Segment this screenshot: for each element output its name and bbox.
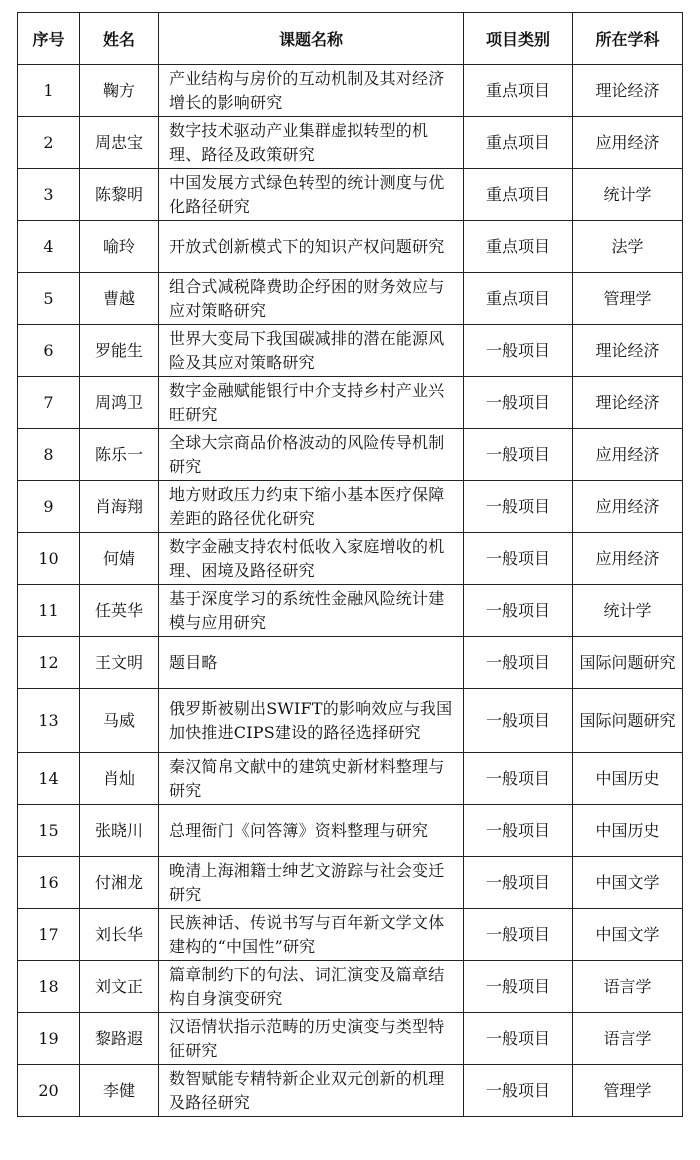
cell-serial-number: 16: [18, 857, 80, 909]
cell-discipline: 法学: [573, 221, 683, 273]
cell-serial-number: 10: [18, 533, 80, 585]
cell-name: 刘文正: [80, 961, 159, 1013]
cell-serial-number: 20: [18, 1065, 80, 1117]
cell-project-category: 一般项目: [464, 533, 573, 585]
cell-serial-number: 17: [18, 909, 80, 961]
header-project-title: 课题名称: [159, 13, 464, 65]
cell-discipline: 应用经济: [573, 481, 683, 533]
cell-discipline: 统计学: [573, 585, 683, 637]
cell-project-category: 一般项目: [464, 689, 573, 753]
cell-project-title: 地方财政压力约束下缩小基本医疗保障差距的路径优化研究: [159, 481, 464, 533]
cell-discipline: 中国历史: [573, 753, 683, 805]
cell-project-category: 一般项目: [464, 1065, 573, 1117]
cell-discipline: 中国历史: [573, 805, 683, 857]
cell-project-category: 一般项目: [464, 429, 573, 481]
cell-name: 张晓川: [80, 805, 159, 857]
cell-project-title: 组合式减税降费助企纾困的财务效应与应对策略研究: [159, 273, 464, 325]
cell-name: 鞠方: [80, 65, 159, 117]
cell-name: 肖灿: [80, 753, 159, 805]
cell-project-title: 开放式创新模式下的知识产权问题研究: [159, 221, 464, 273]
cell-serial-number: 2: [18, 117, 80, 169]
cell-name: 喻玲: [80, 221, 159, 273]
cell-name: 曹越: [80, 273, 159, 325]
cell-serial-number: 4: [18, 221, 80, 273]
cell-name: 黎路遐: [80, 1013, 159, 1065]
table-row: [18, 689, 683, 753]
cell-discipline: 语言学: [573, 961, 683, 1013]
table-row: [18, 117, 683, 169]
table-row: [18, 273, 683, 325]
table-row: [18, 65, 683, 117]
table-header-row: [18, 13, 683, 65]
cell-project-category: 一般项目: [464, 805, 573, 857]
table-body: [18, 65, 683, 1117]
cell-project-category: 重点项目: [464, 65, 573, 117]
cell-project-title: 秦汉简帛文献中的建筑史新材料整理与研究: [159, 753, 464, 805]
cell-project-category: 一般项目: [464, 909, 573, 961]
cell-project-title: 总理衙门《问答簿》资料整理与研究: [159, 805, 464, 857]
table-row: [18, 377, 683, 429]
cell-project-category: 重点项目: [464, 221, 573, 273]
cell-project-category: 重点项目: [464, 273, 573, 325]
cell-serial-number: 3: [18, 169, 80, 221]
cell-project-title: 汉语情状指示范畴的历史演变与类型特征研究: [159, 1013, 464, 1065]
cell-discipline: 国际问题研究: [573, 637, 683, 689]
cell-project-title: 篇章制约下的句法、词汇演变及篇章结构自身演变研究: [159, 961, 464, 1013]
cell-name: 肖海翔: [80, 481, 159, 533]
cell-serial-number: 13: [18, 689, 80, 753]
cell-serial-number: 14: [18, 753, 80, 805]
cell-discipline: 管理学: [573, 273, 683, 325]
cell-project-title: 基于深度学习的系统性金融风险统计建模与应用研究: [159, 585, 464, 637]
cell-project-category: 一般项目: [464, 753, 573, 805]
cell-serial-number: 8: [18, 429, 80, 481]
cell-project-category: 一般项目: [464, 325, 573, 377]
cell-discipline: 国际问题研究: [573, 689, 683, 753]
cell-name: 马威: [80, 689, 159, 753]
cell-project-title: 晚清上海湘籍士绅艺文游踪与社会变迁研究: [159, 857, 464, 909]
cell-discipline: 理论经济: [573, 325, 683, 377]
cell-project-category: 一般项目: [464, 481, 573, 533]
cell-name: 罗能生: [80, 325, 159, 377]
cell-project-title: 题目略: [159, 637, 464, 689]
cell-discipline: 应用经济: [573, 117, 683, 169]
cell-name: 周忠宝: [80, 117, 159, 169]
cell-serial-number: 1: [18, 65, 80, 117]
table-row: [18, 961, 683, 1013]
header-name: 姓名: [80, 13, 159, 65]
cell-name: 任英华: [80, 585, 159, 637]
cell-serial-number: 6: [18, 325, 80, 377]
cell-project-category: 重点项目: [464, 117, 573, 169]
cell-discipline: 中国文学: [573, 857, 683, 909]
cell-name: 陈乐一: [80, 429, 159, 481]
cell-serial-number: 7: [18, 377, 80, 429]
header-serial-number: 序号: [18, 13, 80, 65]
table-row: [18, 325, 683, 377]
table-row: [18, 637, 683, 689]
cell-name: 李健: [80, 1065, 159, 1117]
cell-project-title: 民族神话、传说书写与百年新文学文体建构的“中国性”研究: [159, 909, 464, 961]
cell-serial-number: 15: [18, 805, 80, 857]
project-list-sheet: [17, 12, 682, 1117]
cell-project-category: 一般项目: [464, 377, 573, 429]
cell-serial-number: 19: [18, 1013, 80, 1065]
cell-project-title: 数字金融赋能银行中介支持乡村产业兴旺研究: [159, 377, 464, 429]
table-row: [18, 753, 683, 805]
table-row: [18, 221, 683, 273]
cell-serial-number: 18: [18, 961, 80, 1013]
cell-discipline: 应用经济: [573, 533, 683, 585]
cell-project-title: 全球大宗商品价格波动的风险传导机制研究: [159, 429, 464, 481]
cell-name: 何婧: [80, 533, 159, 585]
cell-project-title: 世界大变局下我国碳减排的潜在能源风险及其应对策略研究: [159, 325, 464, 377]
cell-project-title: 数字金融支持农村低收入家庭增收的机理、困境及路径研究: [159, 533, 464, 585]
table-row: [18, 909, 683, 961]
cell-serial-number: 9: [18, 481, 80, 533]
cell-project-category: 一般项目: [464, 585, 573, 637]
header-discipline: 所在学科: [573, 13, 683, 65]
cell-serial-number: 11: [18, 585, 80, 637]
cell-project-category: 一般项目: [464, 1013, 573, 1065]
table-row: [18, 805, 683, 857]
cell-discipline: 统计学: [573, 169, 683, 221]
cell-name: 付湘龙: [80, 857, 159, 909]
cell-name: 周鸿卫: [80, 377, 159, 429]
cell-discipline: 应用经济: [573, 429, 683, 481]
cell-project-title: 产业结构与房价的互动机制及其对经济增长的影响研究: [159, 65, 464, 117]
table-row: [18, 533, 683, 585]
cell-serial-number: 5: [18, 273, 80, 325]
header-project-category: 项目类别: [464, 13, 573, 65]
cell-discipline: 理论经济: [573, 65, 683, 117]
project-table: [17, 12, 683, 1117]
cell-project-category: 一般项目: [464, 961, 573, 1013]
table-row: [18, 585, 683, 637]
table-row: [18, 857, 683, 909]
cell-discipline: 中国文学: [573, 909, 683, 961]
cell-serial-number: 12: [18, 637, 80, 689]
cell-discipline: 理论经济: [573, 377, 683, 429]
cell-name: 刘长华: [80, 909, 159, 961]
cell-project-category: 一般项目: [464, 637, 573, 689]
table-row: [18, 429, 683, 481]
cell-project-title: 数智赋能专精特新企业双元创新的机理及路径研究: [159, 1065, 464, 1117]
table-row: [18, 1065, 683, 1117]
cell-project-title: 中国发展方式绿色转型的统计测度与优化路径研究: [159, 169, 464, 221]
cell-project-title: 数字技术驱动产业集群虚拟转型的机理、路径及政策研究: [159, 117, 464, 169]
cell-project-category: 一般项目: [464, 857, 573, 909]
table-row: [18, 481, 683, 533]
table-row: [18, 1013, 683, 1065]
table-row: [18, 169, 683, 221]
cell-name: 王文明: [80, 637, 159, 689]
cell-project-title: 俄罗斯被剔出SWIFT的影响效应与我国加快推进CIPS建设的路径选择研究: [159, 689, 464, 753]
cell-name: 陈黎明: [80, 169, 159, 221]
cell-discipline: 语言学: [573, 1013, 683, 1065]
cell-discipline: 管理学: [573, 1065, 683, 1117]
cell-project-category: 重点项目: [464, 169, 573, 221]
